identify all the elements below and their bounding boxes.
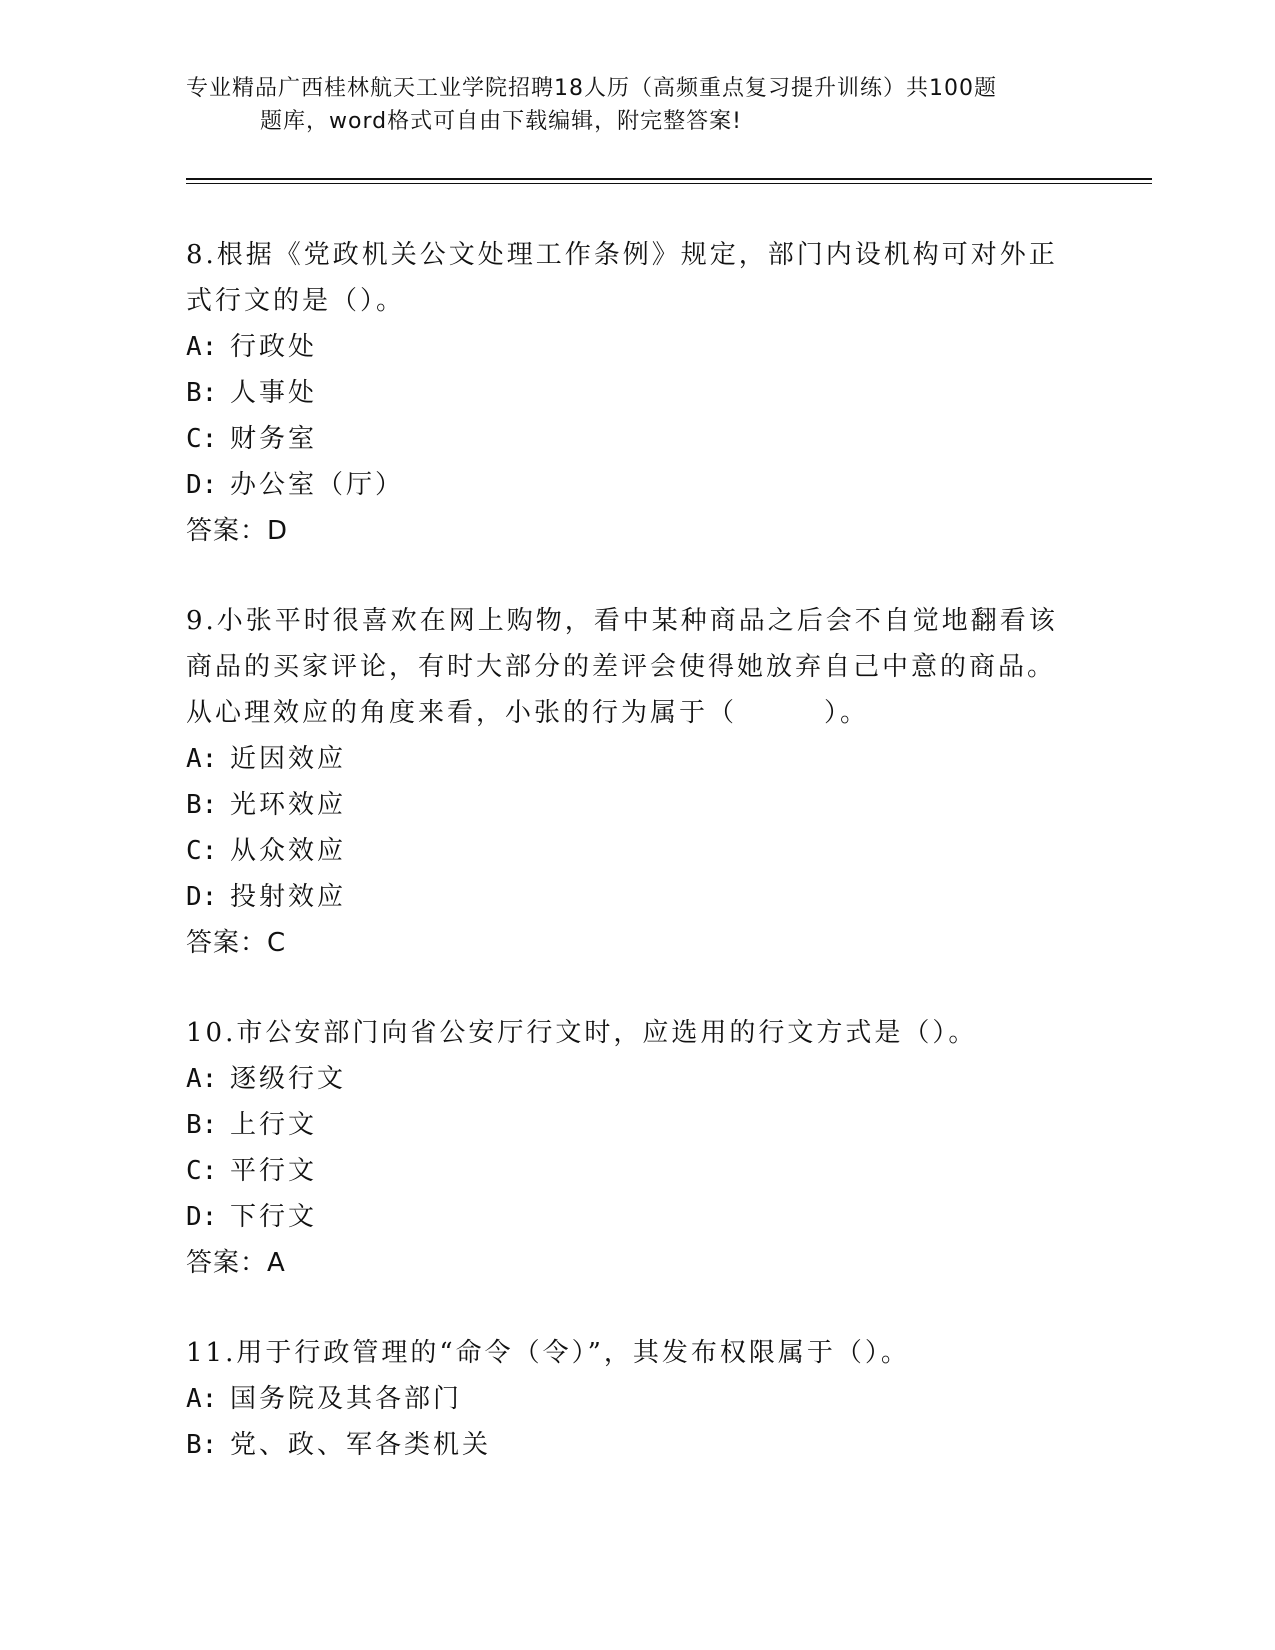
option-c: [186, 416, 1066, 462]
option-b: [186, 370, 1066, 416]
option-text: 办公室（厅）: [230, 470, 405, 500]
option-d: [186, 462, 1066, 508]
question-stem: 8.根据《党政机关公文处理工作条例》规定，部门内设机构可对外正: [186, 240, 1058, 270]
header-title-line-2: 题库，word格式可自由下载编辑，附完整答案!: [260, 109, 742, 134]
option-letter: A:: [186, 744, 218, 774]
option-d: [186, 874, 1066, 920]
option-text: 平行文: [230, 1156, 318, 1186]
option-letter: D:: [186, 882, 218, 912]
question-stem: 9.小张平时很喜欢在网上购物，看中某种商品之后会不自觉地翻看该: [186, 606, 1058, 636]
option-letter: A:: [186, 1064, 218, 1094]
option-letter: A:: [186, 332, 218, 362]
question-stem: 从心理效应的角度来看，小张的行为属于（ ）。: [186, 698, 870, 728]
option-letter: B:: [186, 378, 218, 408]
option-a: [186, 324, 1066, 370]
option-a: [186, 736, 1066, 782]
question-stem: 商品的买家评论，有时大部分的差评会使得她放弃自己中意的商品。: [186, 652, 1057, 682]
answer-line: 答案：D: [186, 516, 289, 546]
option-d: [186, 1194, 1066, 1240]
header-title-line-1: 专业精品广西桂林航天工业学院招聘18人历（高频重点复习提升训练）共100题: [186, 76, 997, 101]
question-list: [186, 232, 1066, 1512]
option-a: [186, 1056, 1066, 1102]
question-10: [186, 1010, 1066, 1286]
option-text: 上行文: [230, 1110, 318, 1140]
question-11: [186, 1330, 1066, 1468]
option-text: 党、政、军各类机关: [230, 1430, 492, 1460]
question-stem: 11.用于行政管理的“命令（令）”，其发布权限属于（）。: [186, 1338, 910, 1368]
option-letter: C:: [186, 424, 218, 454]
option-text: 投射效应: [230, 882, 347, 912]
option-letter: A:: [186, 1384, 218, 1414]
question-stem: 10.市公安部门向省公安厅行文时，应选用的行文方式是（）。: [186, 1018, 978, 1048]
option-text: 逐级行文: [230, 1064, 347, 1094]
option-c: [186, 1148, 1066, 1194]
header-divider-thick: [186, 178, 1152, 180]
option-text: 光环效应: [230, 790, 347, 820]
option-text: 人事处: [230, 378, 318, 408]
option-b: [186, 1102, 1066, 1148]
option-text: 近因效应: [230, 744, 347, 774]
question-8: [186, 232, 1066, 554]
document-header: [186, 72, 1086, 138]
answer-line: 答案：A: [186, 1248, 286, 1278]
option-b: [186, 1422, 1066, 1468]
option-text: 行政处: [230, 332, 318, 362]
option-c: [186, 828, 1066, 874]
option-letter: B:: [186, 1110, 218, 1140]
option-text: 国务院及其各部门: [230, 1384, 463, 1414]
option-letter: D:: [186, 470, 218, 500]
header-divider-thin: [186, 183, 1152, 184]
option-letter: C:: [186, 1156, 218, 1186]
option-letter: B:: [186, 1430, 218, 1460]
question-9: [186, 598, 1066, 966]
answer-line: 答案：C: [186, 928, 287, 958]
option-b: [186, 782, 1066, 828]
option-text: 从众效应: [230, 836, 347, 866]
option-text: 财务室: [230, 424, 318, 454]
option-letter: C:: [186, 836, 218, 866]
option-text: 下行文: [230, 1202, 318, 1232]
option-letter: B:: [186, 790, 218, 820]
question-stem: 式行文的是（）。: [186, 286, 406, 316]
option-letter: D:: [186, 1202, 218, 1232]
option-a: [186, 1376, 1066, 1422]
